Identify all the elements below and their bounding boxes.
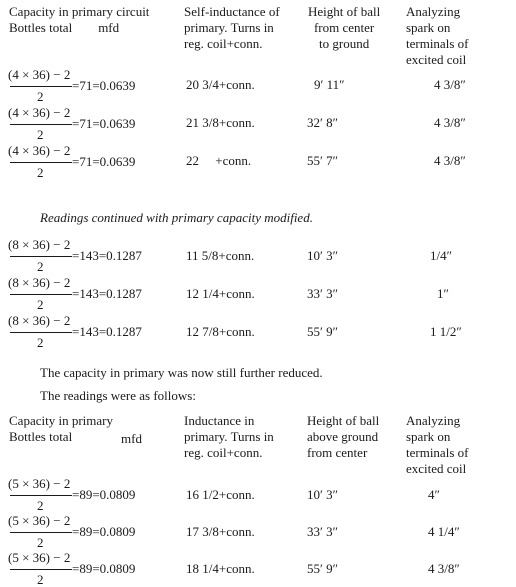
fraction-numerator: (4 × 36) − 2 <box>8 105 71 120</box>
header-line: terminals of <box>406 445 469 460</box>
fraction-denominator: 2 <box>37 165 44 180</box>
table3-row3-spark: 4 3/8″ <box>428 561 460 576</box>
header-line: Analyzing <box>406 4 461 19</box>
header-line: Inductance in <box>184 413 255 428</box>
table2-row3-spark: 1 1/2″ <box>430 324 462 339</box>
header-line: terminals of <box>406 36 469 51</box>
fraction-bar <box>10 495 72 496</box>
table2-row1-inductance: 11 5/8+conn. <box>186 248 255 263</box>
fraction-bar <box>10 162 72 163</box>
header-line: spark on <box>406 429 451 444</box>
header-line: Bottles total mfd <box>9 20 120 35</box>
table1-row1-spark: 4 3/8″ <box>434 77 466 92</box>
capacity-result: =143=0.1287 <box>72 286 142 301</box>
header-line: reg. coil+conn. <box>184 36 263 51</box>
fraction-denominator: 2 <box>37 297 44 312</box>
table2-row3-inductance: 12 7/8+conn. <box>186 324 255 339</box>
fraction-numerator: (8 × 36) − 2 <box>8 275 71 290</box>
header-line: Capacity in primary <box>9 413 113 428</box>
fraction-denominator: 2 <box>37 535 44 550</box>
capacity-result: =89=0.0809 <box>72 561 136 576</box>
table3-row1-spark: 4″ <box>428 487 440 502</box>
table2-row1-spark: 1/4″ <box>430 248 453 263</box>
table3-row1-inductance: 16 1/2+conn. <box>186 487 255 502</box>
table1-header-spark <box>406 4 468 68</box>
table1-row3-inductance: 22 +conn. <box>186 153 252 168</box>
capacity-result: =89=0.0809 <box>72 487 136 502</box>
table3-header-mfd: mfd <box>121 431 142 446</box>
header-line: to ground <box>319 36 370 51</box>
fraction-bar <box>10 569 72 570</box>
header-line: primary. Turns in <box>184 429 274 444</box>
table2-row1-height: 10′ 3″ <box>307 248 339 263</box>
fraction-bar <box>10 124 72 125</box>
header-line: above ground <box>307 429 379 444</box>
capacity-result: =143=0.1287 <box>72 324 142 339</box>
capacity-result: =143=0.1287 <box>72 248 142 263</box>
table3-row1-height: 10′ 3″ <box>307 487 339 502</box>
table2-row3-height: 55′ 9″ <box>307 324 339 339</box>
fraction-bar <box>10 86 72 87</box>
table3-header-height <box>307 413 379 461</box>
table2-row2-inductance: 12 1/4+conn. <box>186 286 255 301</box>
header-line: from center <box>307 445 368 460</box>
header-line: from center <box>313 20 375 35</box>
fraction-numerator: (4 × 36) − 2 <box>8 67 71 82</box>
header-line: primary. Turns in <box>184 20 274 35</box>
fraction-denominator: 2 <box>37 89 44 104</box>
table1-row2-spark: 4 3/8″ <box>434 115 466 130</box>
fraction-bar <box>10 332 72 333</box>
fraction-numerator: (5 × 36) − 2 <box>8 476 71 491</box>
header-line: excited coil <box>406 52 467 67</box>
table1-row2-inductance: 21 3/8+conn. <box>186 115 255 130</box>
table2-caption: Readings continued with primary capacity modified. <box>40 210 313 225</box>
table1-row3-spark: 4 3/8″ <box>434 153 466 168</box>
table3-row2-height: 33′ 3″ <box>307 524 339 539</box>
table3-row2-inductance: 17 3/8+conn. <box>186 524 255 539</box>
header-line: Bottles total <box>9 429 73 444</box>
fraction-numerator: (8 × 36) − 2 <box>8 237 71 252</box>
header-line: Capacity in primary circuit <box>9 4 150 19</box>
fraction-numerator: (5 × 36) − 2 <box>8 550 71 565</box>
capacity-result: =71=0.0639 <box>72 116 136 131</box>
table1-row1-inductance: 20 3/4+conn. <box>186 77 255 92</box>
fraction-numerator: (8 × 36) − 2 <box>8 313 71 328</box>
table3-row2-spark: 4 1/4″ <box>428 524 460 539</box>
fraction-denominator: 2 <box>37 498 44 513</box>
header-line: Self-inductance of <box>184 4 280 19</box>
fraction-bar <box>10 294 72 295</box>
table1-row3-height: 55′ 7″ <box>307 153 339 168</box>
table1-row1-height: 9′ 11″ <box>314 77 345 92</box>
fraction-numerator: (5 × 36) − 2 <box>8 513 71 528</box>
header-line: reg. coil+conn. <box>184 445 263 460</box>
table3-header-spark <box>406 413 468 477</box>
fraction-denominator: 2 <box>37 127 44 142</box>
table1-header-capacity <box>9 4 149 36</box>
table1-header-height <box>308 4 380 52</box>
header-line: excited coil <box>406 461 467 476</box>
fraction-bar <box>10 256 72 257</box>
fraction-denominator: 2 <box>37 259 44 274</box>
header-line: Analyzing <box>406 413 461 428</box>
fraction-denominator: 2 <box>37 335 44 350</box>
header-line: Height of ball <box>307 413 380 428</box>
table1-row2-height: 32′ 8″ <box>307 115 339 130</box>
paragraph-capacity-reduced: The capacity in primary was now still further reduced. <box>40 365 323 380</box>
header-line: Height of ball <box>308 4 381 19</box>
table1-header-inductance <box>184 4 280 52</box>
header-line: spark on <box>406 20 451 35</box>
table2-row2-spark: 1″ <box>437 286 449 301</box>
fraction-bar <box>10 532 72 533</box>
table2-row2-height: 33′ 3″ <box>307 286 339 301</box>
capacity-result: =89=0.0809 <box>72 524 136 539</box>
capacity-result: =71=0.0639 <box>72 154 136 169</box>
table3-header-capacity <box>9 413 113 445</box>
table3-row3-height: 55′ 9″ <box>307 561 339 576</box>
paragraph-readings-follow: The readings were as follows: <box>40 388 196 403</box>
table3-header-inductance <box>184 413 274 461</box>
fraction-denominator: 2 <box>37 572 44 587</box>
capacity-result: =71=0.0639 <box>72 78 136 93</box>
table3-row3-inductance: 18 1/4+conn. <box>186 561 255 576</box>
fraction-numerator: (4 × 36) − 2 <box>8 143 71 158</box>
